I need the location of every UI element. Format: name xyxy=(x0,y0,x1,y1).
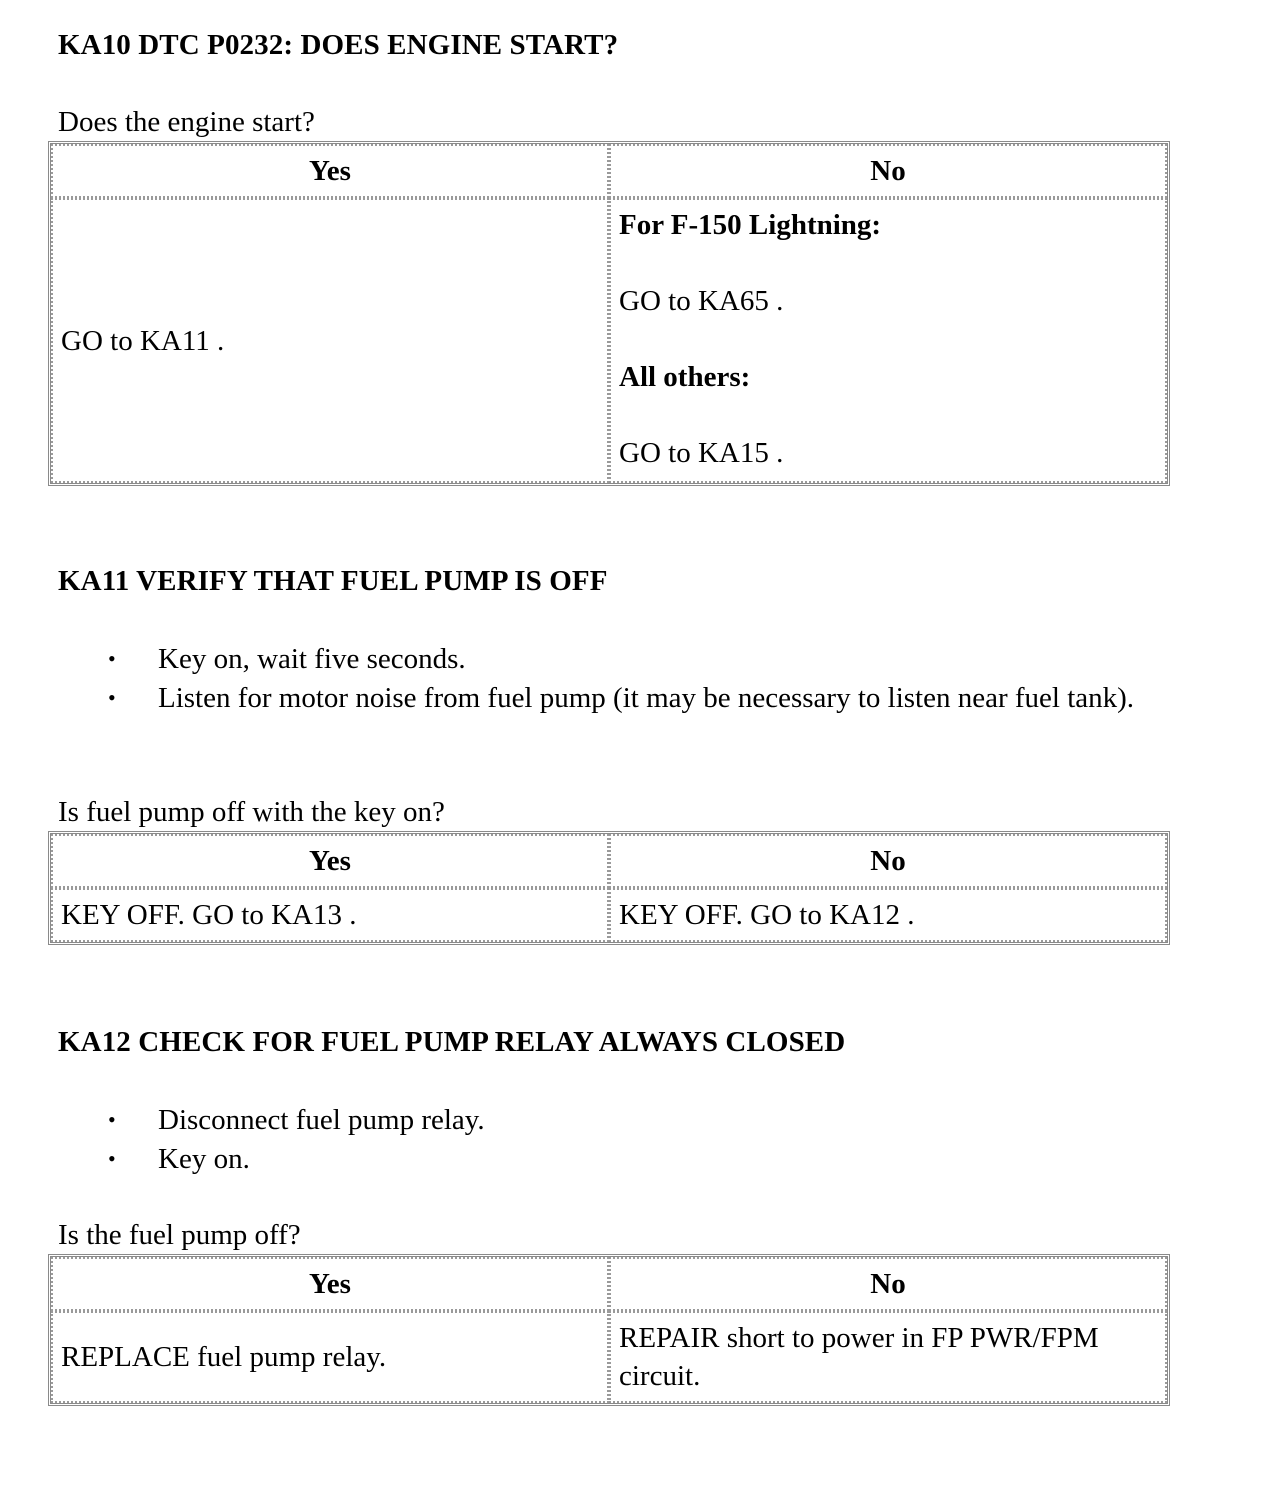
decision-table-ka10 xyxy=(48,141,1170,486)
section-heading-ka11: KA11 VERIFY THAT FUEL PUMP IS OFF xyxy=(58,565,608,597)
no-block-label-others: All others: xyxy=(619,361,751,393)
list-item: • Key on, wait five seconds. xyxy=(58,640,1218,679)
question-ka12: Is the fuel pump off? xyxy=(58,1219,301,1251)
yes-cell: REPLACE fuel pump relay. xyxy=(51,1311,609,1403)
no-block-label-f150: For F-150 Lightning: xyxy=(619,209,882,241)
steps-list-ka11 xyxy=(58,640,1218,717)
column-header-yes: Yes xyxy=(51,144,609,198)
question-ka10: Does the engine start? xyxy=(58,106,315,138)
decision-table-ka12 xyxy=(48,1254,1170,1406)
list-item: • Disconnect fuel pump relay. xyxy=(58,1101,1218,1140)
column-header-yes: Yes xyxy=(51,1257,609,1311)
no-cell xyxy=(609,198,1167,483)
no-block-link-ka65: GO to KA65 . xyxy=(619,285,784,317)
yes-cell: GO to KA11 . xyxy=(51,198,609,483)
column-header-no: No xyxy=(609,144,1167,198)
no-cell: REPAIR short to power in FP PWR/FPM circuit. xyxy=(609,1311,1167,1403)
column-header-yes: Yes xyxy=(51,834,609,888)
yes-cell: KEY OFF. GO to KA13 . xyxy=(51,888,609,942)
steps-list-ka12 xyxy=(58,1101,1218,1178)
column-header-no: No xyxy=(609,834,1167,888)
column-header-no: No xyxy=(609,1257,1167,1311)
list-item: • Listen for motor noise from fuel pump (it may be necessary to listen near fuel tank). xyxy=(58,679,1218,718)
no-cell: KEY OFF. GO to KA12 . xyxy=(609,888,1167,942)
no-block-link-ka15: GO to KA15 . xyxy=(619,437,784,469)
section-heading-ka10: KA10 DTC P0232: DOES ENGINE START? xyxy=(58,29,619,61)
list-item: • Key on. xyxy=(58,1140,1218,1179)
section-heading-ka12: KA12 CHECK FOR FUEL PUMP RELAY ALWAYS CLOSED xyxy=(58,1026,846,1058)
decision-table-ka11 xyxy=(48,831,1170,945)
question-ka11: Is fuel pump off with the key on? xyxy=(58,796,445,828)
